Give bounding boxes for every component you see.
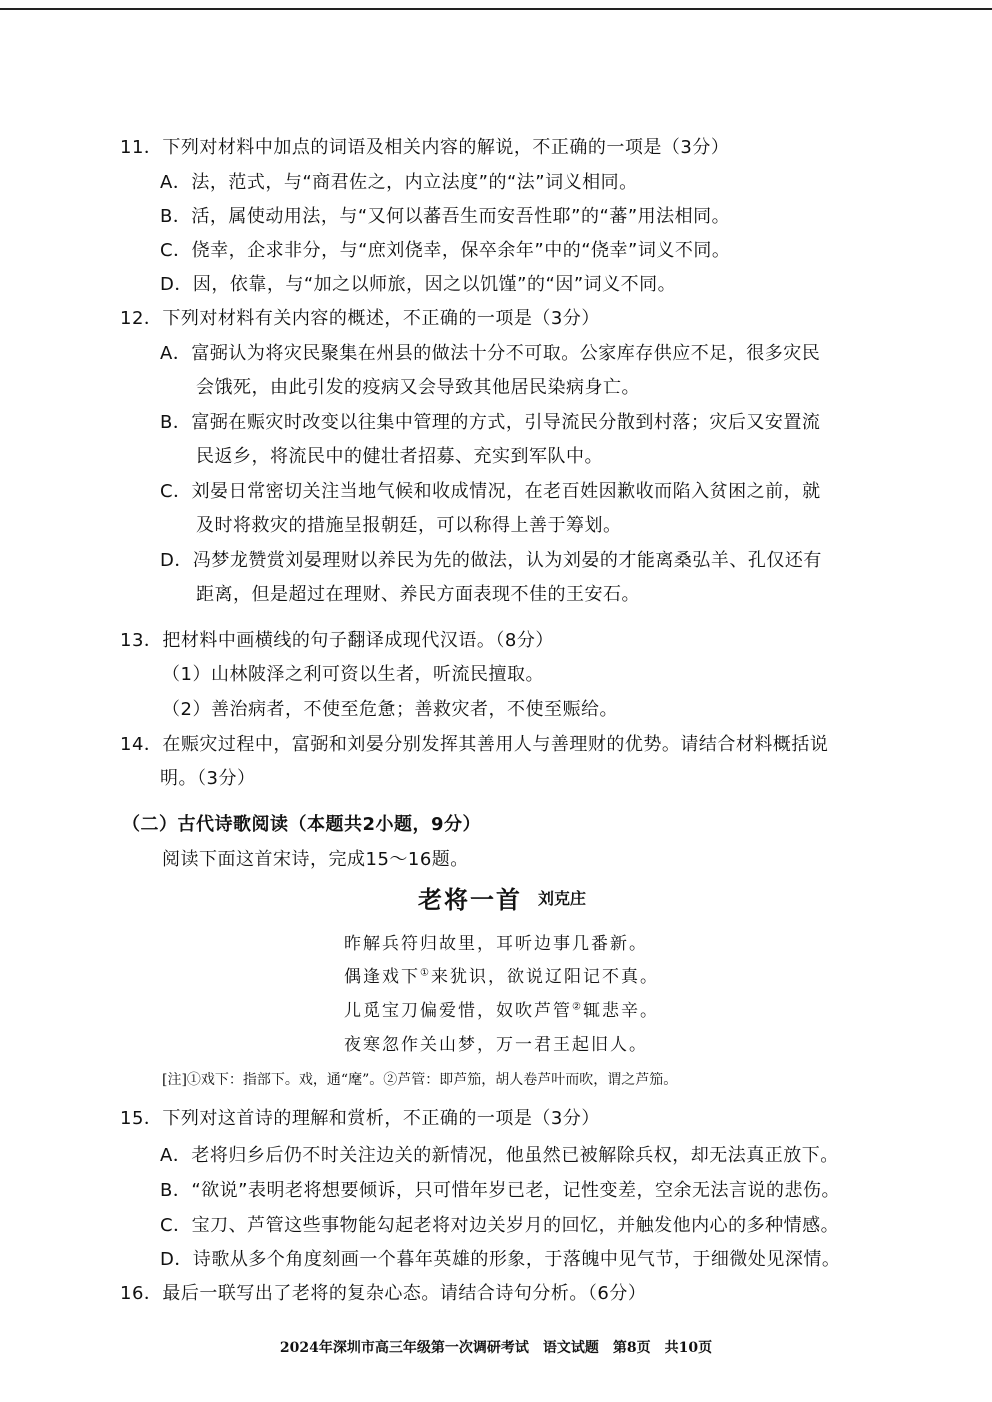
q12-option-a-line2: 会饿死，由此引发的疫病又会导致其他居民染病身亡。 xyxy=(196,377,640,398)
q15-option-c: C．宝刀、芦管这些事物能勾起老将对边关岁月的回忆，并触发他内心的多种情感。 xyxy=(160,1215,840,1236)
q11-option-c: C．侥幸，企求非分，与“庶刘侥幸，保卒余年”中的“侥幸”词义不同。 xyxy=(160,240,731,261)
poem-line-3 xyxy=(344,996,659,1021)
q12-option-c-line2: 及时将救灾的措施呈报朝廷，可以称得上善于筹划。 xyxy=(196,515,622,536)
poem-title: 老将一首 xyxy=(418,886,522,914)
q13-sentence-1: （1）山林陂泽之利可资以生者，听流民擅取。 xyxy=(162,664,544,685)
poem-author: 刘克庄 xyxy=(538,889,587,908)
q13-stem: 13．把材料中画横线的句子翻译成现代汉语。（8分） xyxy=(120,630,554,651)
poem-line-3-part-2: 辄悲辛。 xyxy=(582,1001,659,1021)
q16-stem: 16．最后一联写出了老将的复杂心态。请结合诗句分析。（6分） xyxy=(120,1283,647,1304)
q12-option-c-line1: C．刘晏日常密切关注当地气候和收成情况，在老百姓因歉收而陷入贫困之前，就 xyxy=(160,481,821,502)
q12-option-b-line2: 民返乡，将流民中的健壮者招募、充实到军队中。 xyxy=(196,446,603,467)
q12-option-d-line2: 距离，但是超过在理财、养民方面表现不佳的王安石。 xyxy=(196,584,640,605)
poem-line-2-part-2: 来犹识，欲说辽阳记不真。 xyxy=(430,967,659,987)
poem-line-2-part-1: 偶逢戏下 xyxy=(344,967,420,987)
q15-option-b: B．“欲说”表明老将想要倾诉，只可惜年岁已老，记性变差，空余无法言说的悲伤。 xyxy=(160,1180,840,1201)
q15-option-d: D．诗歌从多个角度刻画一个暮年英雄的形象，于落魄中见气节，于细微处见深情。 xyxy=(160,1249,841,1270)
q15-option-a: A．老将归乡后仍不时关注边关的新情况，他虽然已被解除兵权，却无法真正放下。 xyxy=(160,1145,839,1166)
q14-stem-line1: 14．在赈灾过程中，富弼和刘晏分别发挥其善用人与善理财的优势。请结合材料概括说 xyxy=(120,734,829,755)
poem-note: [注]①戏下：指部下。戏，通“麾”。②芦管：即芦笳，胡人卷芦叶而吹，谓之芦笳。 xyxy=(162,1072,678,1088)
q14-stem-line2: 明。（3分） xyxy=(160,768,256,789)
footnote-marker-2: ② xyxy=(572,1001,583,1013)
q12-option-b-line1: B．富弼在赈灾时改变以往集中管理的方式，引导流民分散到村落；灾后又安置流 xyxy=(160,412,821,433)
q11-option-b: B．活，属使动用法，与“又何以蕃吾生而安吾性耶”的“蕃”用法相同。 xyxy=(160,206,731,227)
poem-line-2 xyxy=(344,962,659,987)
section-heading: （二）古代诗歌阅读（本题共2小题，9分） xyxy=(122,814,482,835)
q12-option-d-line1: D．冯梦龙赞赏刘晏理财以养民为先的做法，认为刘晏的才能离桑弘羊、孔仅还有 xyxy=(160,550,822,571)
poem-line-3-part-1: 儿觅宝刀偏爱惜，奴吹芦管 xyxy=(344,1001,572,1021)
poem-line-4: 夜寒忽作关山梦，万一君王起旧人。 xyxy=(344,1035,648,1055)
footnote-marker-1: ① xyxy=(420,967,431,979)
q12-option-a-line1: A．富弼认为将灾民聚集在州县的做法十分不可取。公家库存供应不足，很多灾民 xyxy=(160,343,821,364)
page-footer: 2024年深圳市高三年级第一次调研考试 语文试题 第8页 共10页 xyxy=(279,1340,713,1356)
q11-option-a: A．法，范式，与“商君佐之，内立法度”的“法”词义相同。 xyxy=(160,172,638,193)
q11-stem: 11．下列对材料中加点的词语及相关内容的解说，不正确的一项是（3分） xyxy=(120,137,730,158)
section-instruction: 阅读下面这首宋诗，完成15～16题。 xyxy=(162,849,469,870)
q12-stem: 12．下列对材料有关内容的概述，不正确的一项是（3分） xyxy=(120,308,600,329)
q13-sentence-2: （2）善治病者，不使至危惫；善救灾者，不使至赈给。 xyxy=(162,699,618,720)
q11-option-d: D．因，依靠，与“加之以师旅，因之以饥馑”的“因”词义不同。 xyxy=(160,274,677,295)
poem-line-1: 昨解兵符归故里，耳听边事几番新。 xyxy=(344,934,648,954)
q15-stem: 15．下列对这首诗的理解和赏析，不正确的一项是（3分） xyxy=(120,1108,600,1129)
